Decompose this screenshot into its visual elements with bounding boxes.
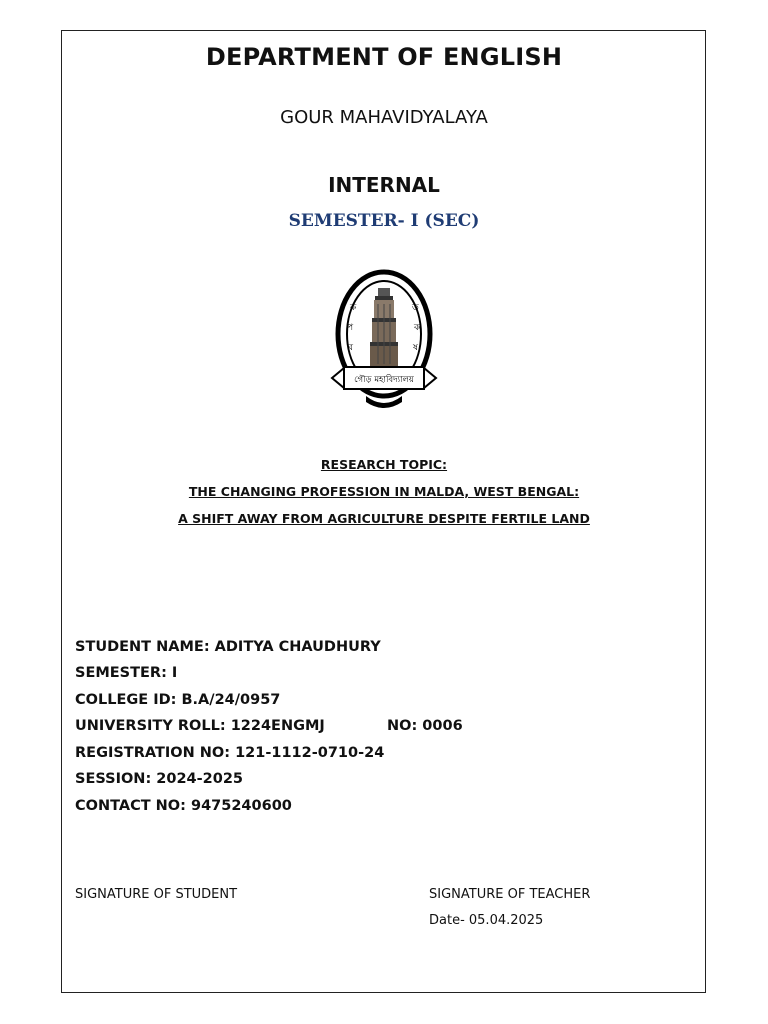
- student-semester: SEMESTER: I: [75, 665, 178, 681]
- svg-text:ক: ক: [414, 323, 421, 333]
- student-name: STUDENT NAME: ADITYA CHAUDHURY: [75, 639, 381, 655]
- department-title: DEPARTMENT OF ENGLISH: [205, 43, 563, 71]
- research-title-line-1: THE CHANGING PROFESSION IN MALDA, WEST BENGAL:: [188, 484, 580, 499]
- research-topic-label: RESEARCH TOPIC:: [320, 457, 448, 472]
- svg-text:ব: ব: [348, 343, 354, 353]
- registration-number: REGISTRATION NO: 121-1112-0710-24: [75, 745, 385, 761]
- college-id: COLLEGE ID: B.A/24/0957: [75, 692, 281, 708]
- college-emblem-icon: [328, 268, 440, 416]
- emblem-banner-text: গৌড় মহাবিদ্যালয়: [354, 375, 414, 385]
- svg-text:প: প: [347, 323, 354, 333]
- exam-type: INTERNAL: [328, 173, 440, 197]
- contact-number: CONTACT NO: 9475240600: [75, 798, 292, 814]
- svg-text:ক: ক: [350, 303, 357, 313]
- student-signature-label: SIGNATURE OF STUDENT: [75, 887, 238, 902]
- college-name: GOUR MAHAVIDYALAYA: [280, 107, 488, 128]
- roll-number: NO: 0006: [387, 718, 463, 734]
- svg-text:ষ: ষ: [413, 343, 418, 353]
- teacher-signature-label: SIGNATURE OF TEACHER: [429, 887, 591, 902]
- submission-date: Date- 05.04.2025: [429, 913, 544, 928]
- university-roll: UNIVERSITY ROLL: 1224ENGMJ: [75, 718, 325, 734]
- session: SESSION: 2024-2025: [75, 771, 244, 787]
- semester-title: SEMESTER- I (SEC): [288, 211, 480, 231]
- research-title-line-2: A SHIFT AWAY FROM AGRICULTURE DESPITE FERTILE LAND: [178, 511, 590, 526]
- svg-text:ত: ত: [412, 303, 419, 313]
